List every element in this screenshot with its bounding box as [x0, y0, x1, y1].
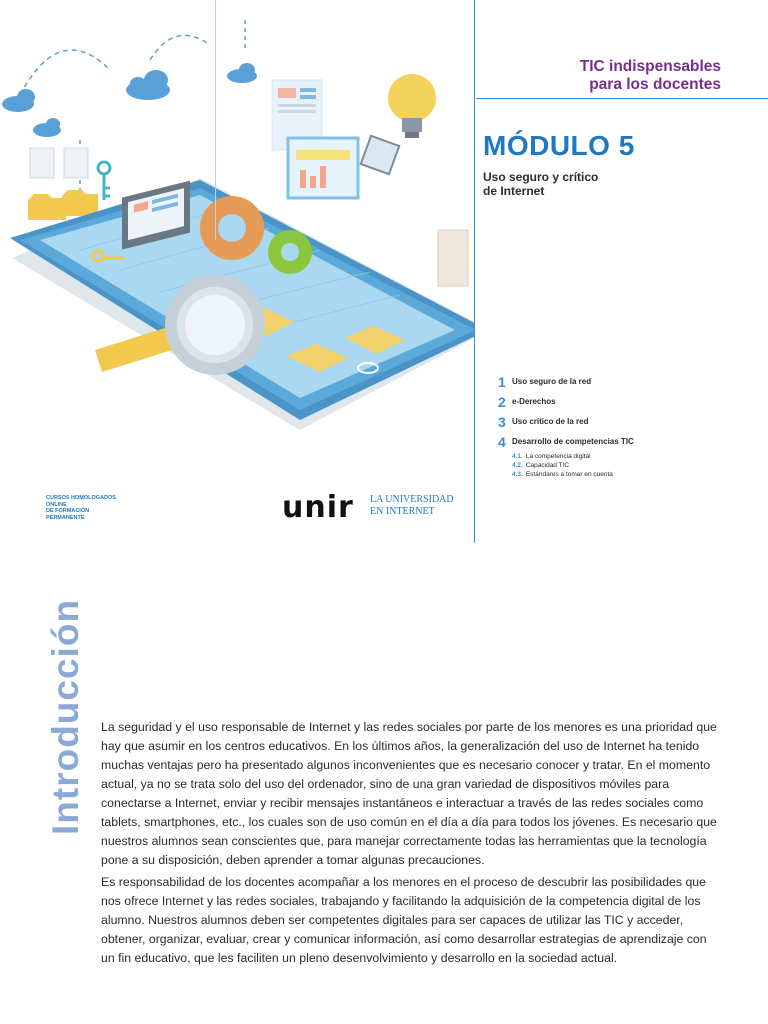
- tagline-line: EN INTERNET: [370, 506, 435, 517]
- series-title-line1: TIC indispensables: [579, 58, 721, 75]
- toc-subitem-number: 4.1.: [512, 453, 523, 460]
- courses-line: ONLINE: [46, 501, 67, 508]
- courses-line: DE FORMACIÓN: [46, 508, 90, 514]
- toc-number: 2: [498, 394, 506, 410]
- module-subtitle-line1: Uso seguro y crítico: [483, 170, 599, 184]
- table-of-contents: [498, 375, 758, 479]
- decorative-line: [215, 0, 216, 240]
- toc-number: 3: [498, 414, 506, 430]
- series-title: [461, 58, 721, 94]
- series-title-line2: para los docentes: [589, 76, 721, 93]
- toc-item: [498, 415, 758, 435]
- module-subtitle: [483, 170, 643, 198]
- toc-label: e-Derechos: [512, 397, 556, 406]
- intro-paragraph: La seguridad y el uso responsable de Internet y las redes sociales por parte de los menores es una prioridad que hay que asumir en los centros educativos. En los últimos años, la generalización del uso de Internet ha tenido muchas ventajas pero ha presentado algunos inconvenientes que es necesario conocer y tratar. En el momento actual, ya no se trata solo del uso del ordenador, sino de una gran variedad de dispositivos móviles para conectarse a Internet, enviar y recibir mensajes instantáneos e interactuar a través de las redes sociales como tablets, smartphones, etc., los cuales son de uso común en el día a día para todos los jóvenes. Es necesario que nuestros alumnos sean conscientes que, para manejar correctamente todas las herramientas que la tecnología pone a su disposición, deben aprender a tomar algunas precauciones.: [101, 720, 717, 867]
- unir-tagline: [370, 494, 480, 518]
- toc-item: [498, 395, 758, 415]
- toc-item: [498, 375, 758, 395]
- toc-subitem-label: Estándares a tomar en cuenta: [525, 471, 613, 478]
- intro-body: [101, 718, 722, 971]
- tablet-network-illustration: [0, 0, 474, 500]
- intro-heading: Introducción: [45, 598, 86, 835]
- title-divider: [476, 98, 768, 99]
- tagline-line: LA UNIVERSIDAD: [370, 494, 454, 505]
- module-subtitle-line2: de Internet: [483, 184, 545, 198]
- toc-subitem: [512, 452, 758, 461]
- toc-label: Uso crítico de la red: [512, 417, 589, 426]
- courses-line: PERMANENTE: [46, 514, 85, 521]
- toc-number: 1: [498, 374, 506, 390]
- unir-logo: unir: [282, 490, 354, 525]
- cloud-icon: [2, 89, 35, 112]
- key-icon: [98, 162, 110, 200]
- toc-subitem: [512, 461, 758, 470]
- toc-subitem-label: La competencia digital: [525, 453, 591, 460]
- toc-number: 4: [498, 434, 506, 450]
- toc-label: Uso seguro de la red: [512, 377, 592, 386]
- module-title: MÓDULO 5: [483, 130, 635, 161]
- toc-label: Desarrollo de competencias TIC: [512, 437, 634, 446]
- toc-subitem-label: Capacidad TIC: [525, 462, 570, 469]
- intro-paragraph: Es responsabilidad de los docentes acompañar a los menores en el proceso de descubrir las posibilidades que nos ofrece Internet y las redes sociales, trabajando y facilitando la adquisición de la competencia digital de los alumno. Nuestros alumnos deben ser competentes digitales para ser capaces de utilizar las TIC y acceder, obtener, organizar, evaluar, crear y comunicar información, así como desarrollar estrategias de aprendizaje con un fin educativo, que les faciliten un pleno desenvolvimiento y desarrollo en la sociedad actual.: [101, 875, 707, 965]
- toc-subitem-number: 4.3.: [512, 471, 523, 478]
- courses-label: [46, 495, 156, 521]
- toc-subitems: [512, 452, 758, 479]
- courses-line: CURSOS HOMOLOGADOS: [46, 495, 116, 501]
- toc-subitem-number: 4.2.: [512, 462, 523, 469]
- toc-subitem: [512, 470, 758, 479]
- lightbulb-icon: [388, 74, 436, 138]
